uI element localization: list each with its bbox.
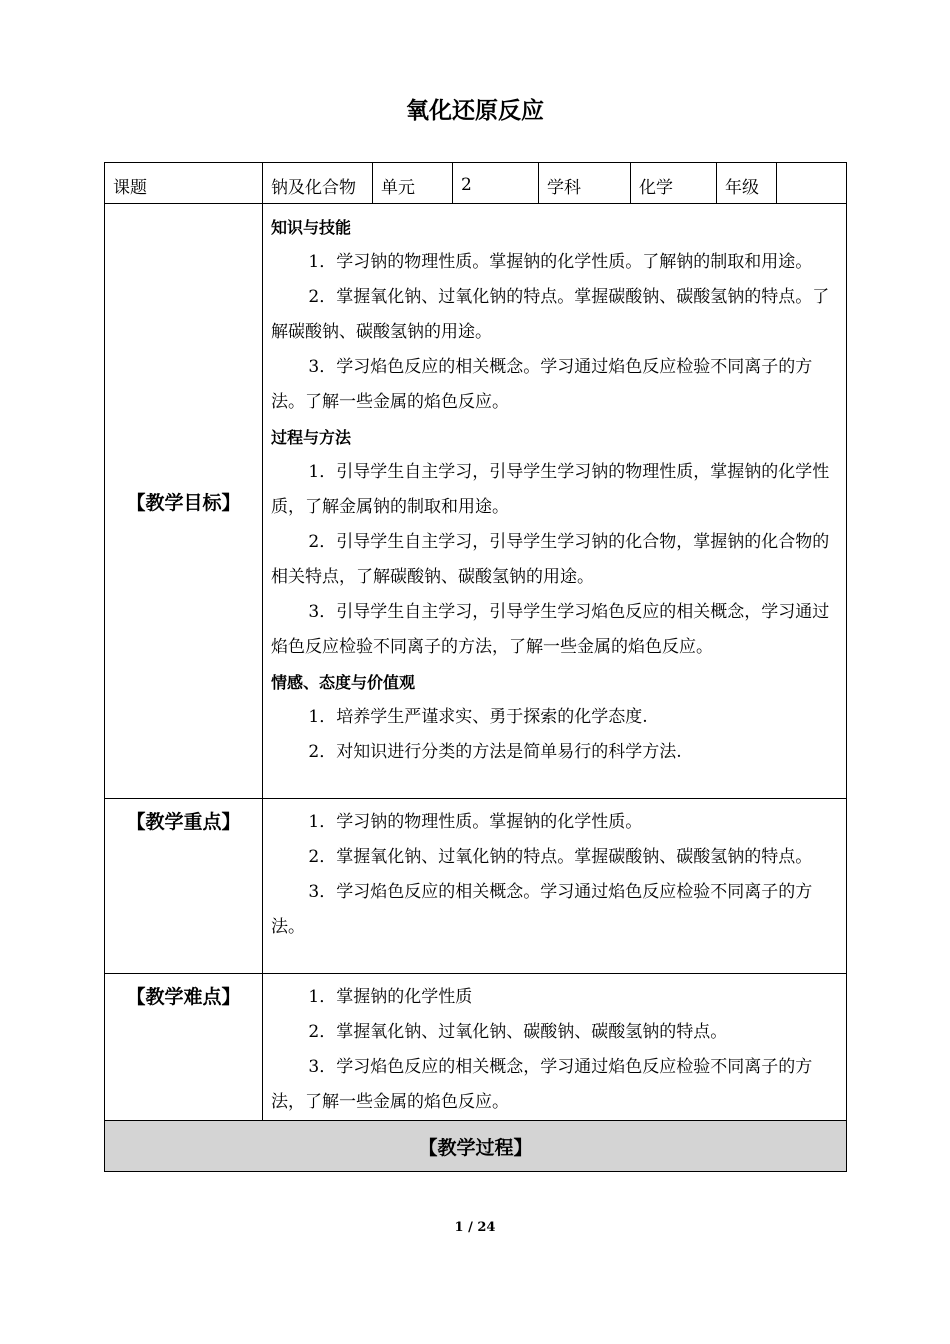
- page-number: [0, 1220, 950, 1235]
- difficulty-item: 3．学习焰色反应的相关概念，学习通过焰色反应检验不同离子的方法，了解一些金属的焰色反应。: [271, 1057, 813, 1112]
- page-separator: /: [468, 1220, 473, 1235]
- key-points-row: [105, 799, 847, 974]
- process-method-item: 1．引导学生自主学习，引导学生学习钠的物理性质，掌握钠的化学性质，了解金属钠的制取和用途。: [271, 462, 830, 517]
- course-label: 课题: [105, 163, 263, 204]
- knowledge-item: 3．学习焰色反应的相关概念。学习通过焰色反应检验不同离子的方法。了解一些金属的焰色反应。: [271, 357, 813, 412]
- grade-label: 年级: [717, 163, 777, 204]
- knowledge-item: 1．学习钠的物理性质。掌握钠的化学性质。了解钠的制取和用途。: [308, 252, 813, 272]
- teaching-process-row: [105, 1121, 847, 1172]
- process-method-item: 3．引导学生自主学习，引导学生学习焰色反应的相关概念，学习通过焰色反应检验不同离子的方法，了解一些金属的焰色反应。: [271, 602, 830, 657]
- objectives-label: 【教学目标】: [105, 204, 263, 799]
- difficulty-item: 2．掌握氧化钠、过氧化钠、碳酸钠、碳酸氢钠的特点。: [308, 1022, 728, 1042]
- teaching-process-heading: 【教学过程】: [105, 1121, 847, 1172]
- knowledge-heading: 知识与技能: [271, 218, 352, 237]
- process-method-heading: 过程与方法: [271, 428, 352, 447]
- subject-value: 化学: [631, 163, 717, 204]
- knowledge-item: 2．掌握氧化钠、过氧化钠的特点。掌握碳酸钠、碳酸氢钠的特点。了解碳酸钠、碳酸氢钠的用途。: [271, 287, 830, 342]
- page-current: 1: [454, 1220, 464, 1235]
- key-point-item: 1．学习钠的物理性质。掌握钠的化学性质。: [308, 812, 643, 832]
- objectives-content: [263, 204, 847, 799]
- key-point-item: 2．掌握氧化钠、过氧化钠的特点。掌握碳酸钠、碳酸氢钠的特点。: [308, 847, 813, 867]
- objectives-row: [105, 204, 847, 799]
- difficulties-row: [105, 974, 847, 1121]
- grade-value: [777, 163, 847, 204]
- key-points-label: 【教学重点】: [105, 799, 263, 974]
- process-method-item: 2．引导学生自主学习，引导学生学习钠的化合物，掌握钠的化合物的相关特点，了解碳酸钠、碳酸氢钠的用途。: [271, 532, 830, 587]
- difficulties-content: [263, 974, 847, 1121]
- key-points-content: [263, 799, 847, 974]
- course-value: 钠及化合物: [263, 163, 373, 204]
- emotion-heading: 情感、态度与价值观: [271, 673, 416, 692]
- difficulties-label: 【教学难点】: [105, 974, 263, 1121]
- key-point-item: 3．学习焰色反应的相关概念。学习通过焰色反应检验不同离子的方法。: [271, 882, 813, 937]
- difficulty-item: 1．掌握钠的化学性质: [308, 987, 473, 1007]
- emotion-item: 1．培养学生严谨求实、勇于探索的化学态度.: [308, 707, 648, 727]
- unit-value: 2: [453, 163, 539, 204]
- subject-label: 学科: [539, 163, 631, 204]
- lesson-plan-table: [104, 162, 847, 1172]
- unit-label: 单元: [373, 163, 453, 204]
- header-row: [105, 163, 847, 204]
- emotion-item: 2．对知识进行分类的方法是简单易行的科学方法.: [308, 742, 682, 762]
- page-title: 氧化还原反应: [406, 98, 544, 124]
- page-total: 24: [477, 1220, 496, 1235]
